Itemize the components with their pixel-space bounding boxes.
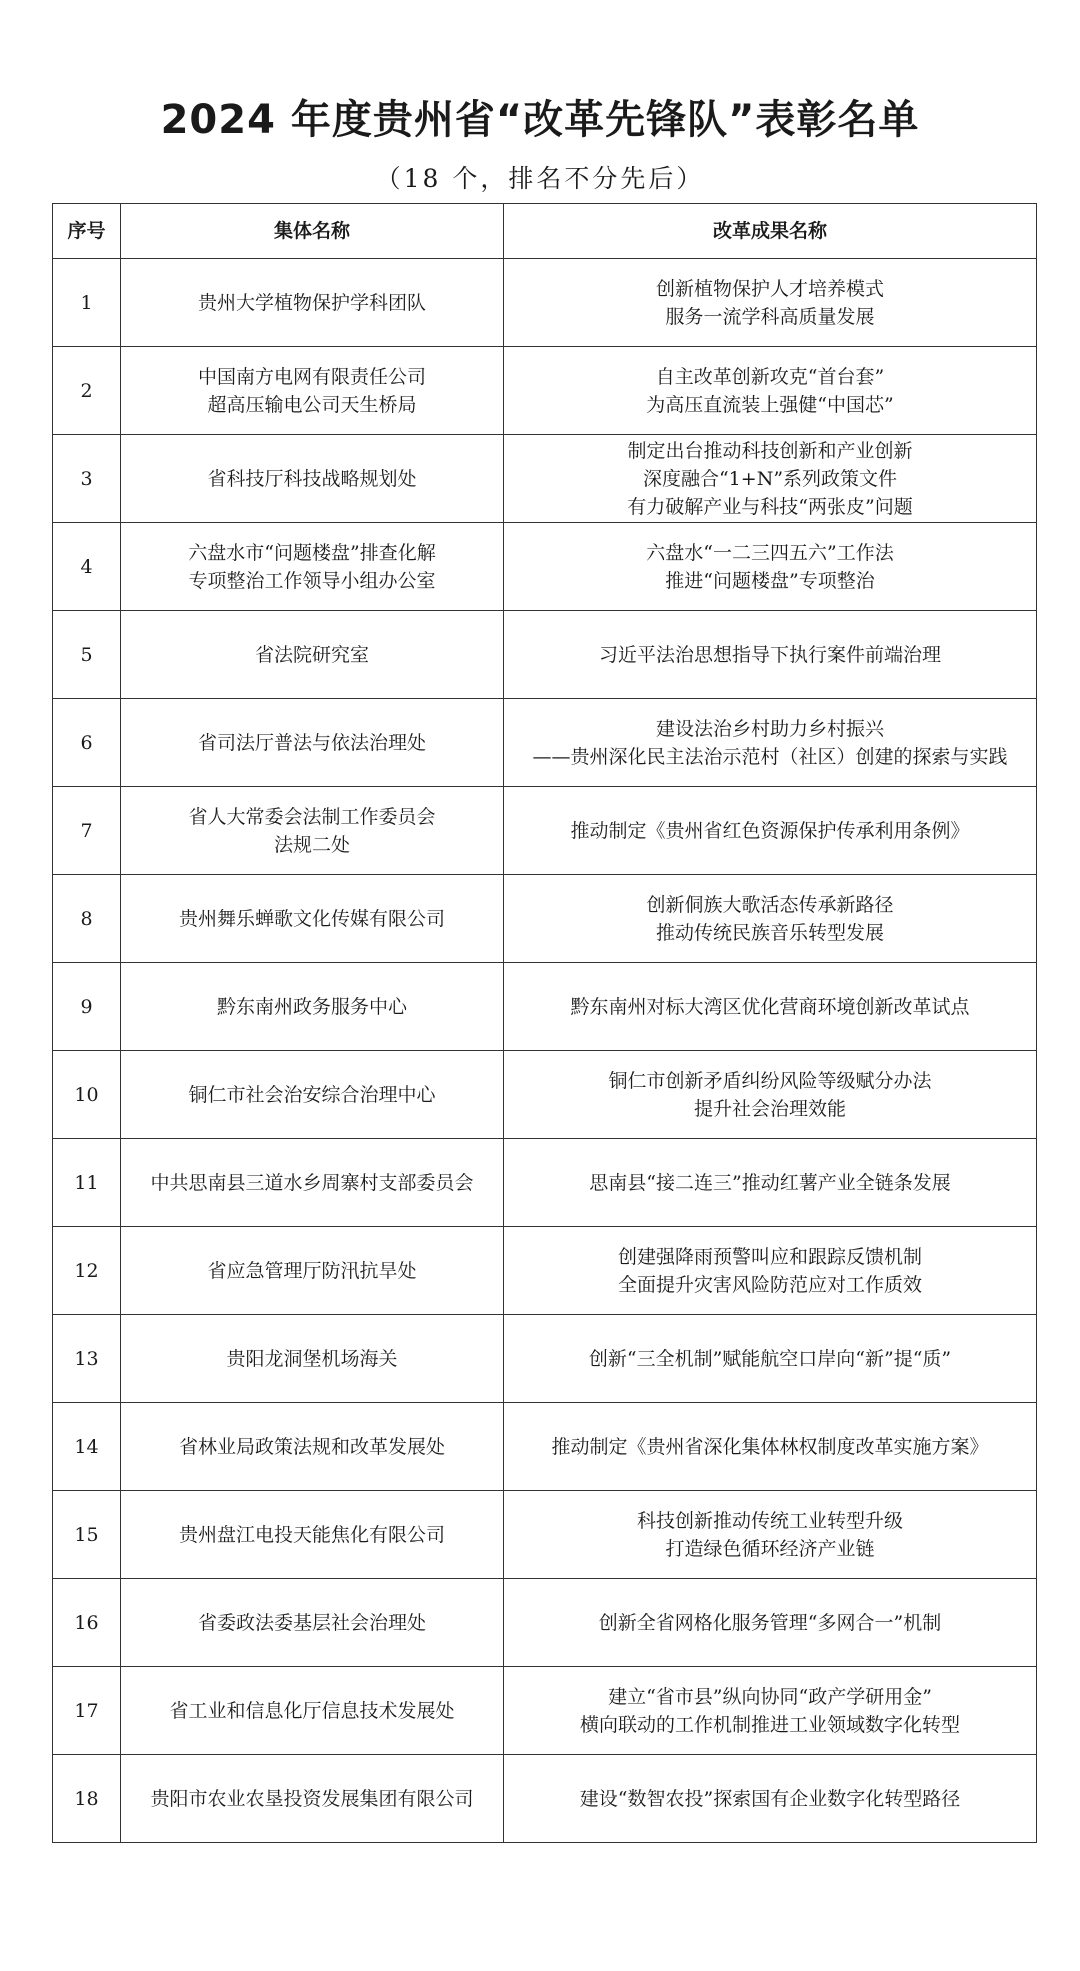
serial-number: 5 [53,611,121,699]
collective-name-cell [121,875,504,963]
achievement-name-line: 创新全省网格化服务管理“多网合一”机制 [598,1611,942,1634]
achievement-name-line: 习近平法治思想指导下执行案件前端治理 [598,643,941,666]
collective-name-line: 贵阳市农业农垦投资发展集团有限公司 [150,1787,474,1810]
table-row [53,1667,1037,1755]
collective-name-line: 省司法厅普法与依法治理处 [197,731,426,754]
serial-number: 17 [53,1667,121,1755]
collective-name-line: 省工业和信息化厅信息技术发展处 [169,1699,455,1722]
collective-name-cell [121,699,504,787]
table-row [53,1755,1037,1843]
serial-number: 13 [53,1315,121,1403]
collective-name-line: 省法院研究室 [254,643,369,666]
collective-name-cell [121,1755,504,1843]
achievement-name-line: 推进“问题楼盘”专项整治 [665,569,875,592]
achievement-name-cell [504,1579,1037,1667]
collective-name-cell [121,1491,504,1579]
achievement-name-line: 全面提升灾害风险防范应对工作质效 [617,1273,922,1296]
serial-number: 12 [53,1227,121,1315]
collective-name-line: 省应急管理厅防汛抗旱处 [207,1259,417,1282]
achievement-name-line: 推动制定《贵州省深化集体林权制度改革实施方案》 [551,1435,989,1458]
collective-name-line: 中共思南县三道水乡周寨村支部委员会 [150,1171,474,1194]
achievement-name-line: ——贵州深化民主法治示范村（社区）创建的探索与实践 [532,745,1008,768]
table-row [53,1579,1037,1667]
table-row [53,963,1037,1051]
achievement-name-line: 为高压直流装上强健“中国芯” [646,393,894,416]
achievement-name-cell [504,611,1037,699]
achievement-name-cell [504,1051,1037,1139]
serial-number: 14 [53,1403,121,1491]
serial-number: 18 [53,1755,121,1843]
serial-number: 15 [53,1491,121,1579]
serial-number: 2 [53,347,121,435]
collective-name-cell [121,1227,504,1315]
achievement-name-line: 创新植物保护人才培养模式 [655,277,884,300]
table-row [53,1051,1037,1139]
achievement-name-cell [504,963,1037,1051]
achievement-name-line: 横向联动的工作机制推进工业领域数字化转型 [579,1713,960,1736]
table-row [53,435,1037,523]
achievement-name-cell [504,1667,1037,1755]
collective-name-line: 铜仁市社会治安综合治理中心 [188,1083,436,1106]
achievement-name-cell [504,787,1037,875]
table-row [53,259,1037,347]
serial-number: 9 [53,963,121,1051]
collective-name-line: 中国南方电网有限责任公司 [197,365,426,388]
collective-name-cell [121,1579,504,1667]
table-header-row [53,204,1037,259]
collective-name-cell [121,611,504,699]
document-title: 2024 年度贵州省“改革先锋队”表彰名单 [160,97,920,143]
achievement-name-cell [504,347,1037,435]
serial-number: 1 [53,259,121,347]
achievement-name-cell [504,1403,1037,1491]
achievement-name-line: 有力破解产业与科技“两张皮”问题 [627,495,913,518]
achievement-name-cell [504,699,1037,787]
honor-list-table [52,203,1037,1843]
achievement-name-line: 建立“省市县”纵向协同“政产学研用金” [608,1685,932,1708]
collective-name-cell [121,1315,504,1403]
collective-name-cell [121,1403,504,1491]
achievement-name-cell [504,1491,1037,1579]
collective-name-cell [121,523,504,611]
table-row [53,1227,1037,1315]
achievement-name-line: 建设法治乡村助力乡村振兴 [655,717,884,740]
serial-number: 4 [53,523,121,611]
achievement-name-line: 自主改革创新攻克“首台套” [655,365,885,388]
achievement-name-line: 推动制定《贵州省红色资源保护传承利用条例》 [570,819,970,842]
collective-name-cell [121,1667,504,1755]
collective-name-cell [121,347,504,435]
header-collective-name: 集体名称 [121,204,504,259]
header-serial: 序号 [53,204,121,259]
table-body [53,259,1037,1843]
achievement-name-line: 服务一流学科高质量发展 [665,305,875,328]
table-row [53,611,1037,699]
table-row [53,699,1037,787]
serial-number: 7 [53,787,121,875]
achievement-name-line: 科技创新推动传统工业转型升级 [636,1509,903,1532]
collective-name-line: 省委政法委基层社会治理处 [197,1611,426,1634]
achievement-name-cell [504,1227,1037,1315]
achievement-name-line: 打造绿色循环经济产业链 [665,1537,875,1560]
achievement-name-cell [504,875,1037,963]
collective-name-line: 黔东南州政务服务中心 [216,995,407,1018]
achievement-name-line: 制定出台推动科技创新和产业创新 [627,439,913,462]
collective-name-cell [121,787,504,875]
serial-number: 16 [53,1579,121,1667]
serial-number: 6 [53,699,121,787]
collective-name-line: 专项整治工作领导小组办公室 [188,569,436,592]
achievement-name-cell [504,1139,1037,1227]
serial-number: 11 [53,1139,121,1227]
serial-number: 8 [53,875,121,963]
collective-name-line: 超高压输电公司天生桥局 [207,393,417,416]
achievement-name-line: 黔东南州对标大湾区优化营商环境创新改革试点 [570,995,970,1018]
collective-name-cell [121,1051,504,1139]
collective-name-line: 法规二处 [273,833,350,856]
achievement-name-cell [504,259,1037,347]
achievement-name-line: 创新“三全机制”赋能航空口岸向“新”提“质” [588,1347,952,1370]
collective-name-line: 省林业局政策法规和改革发展处 [178,1435,445,1458]
achievement-name-cell [504,1755,1037,1843]
collective-name-line: 省人大常委会法制工作委员会 [188,805,436,828]
collective-name-line: 贵州盘江电投天能焦化有限公司 [178,1523,445,1546]
collective-name-line: 贵州大学植物保护学科团队 [197,291,426,314]
collective-name-cell [121,1139,504,1227]
collective-name-line: 贵阳龙洞堡机场海关 [226,1347,398,1370]
achievement-name-cell [504,523,1037,611]
table-row [53,347,1037,435]
achievement-name-line: 建设“数智农投”探索国有企业数字化转型路径 [579,1787,961,1810]
table-row [53,1139,1037,1227]
achievement-name-line: 推动传统民族音乐转型发展 [655,921,884,944]
table-row [53,875,1037,963]
table-row [53,1491,1037,1579]
table-row [53,523,1037,611]
collective-name-line: 省科技厅科技战略规划处 [207,467,417,490]
achievement-name-cell [504,435,1037,523]
collective-name-cell [121,435,504,523]
table-row [53,1403,1037,1491]
header-achievement-name: 改革成果名称 [504,204,1037,259]
table-row [53,787,1037,875]
serial-number: 10 [53,1051,121,1139]
document-subtitle: （18 个，排名不分先后） [375,164,705,193]
collective-name-cell [121,963,504,1051]
collective-name-line: 六盘水市“问题楼盘”排查化解 [188,541,436,564]
achievement-name-line: 六盘水“一二三四五六”工作法 [646,541,894,564]
achievement-name-line: 深度融合“1+N”系列政策文件 [642,467,898,490]
collective-name-cell [121,259,504,347]
achievement-name-line: 思南县“接二连三”推动红薯产业全链条发展 [589,1171,951,1194]
collective-name-line: 贵州舞乐蝉歌文化传媒有限公司 [178,907,445,930]
achievement-name-line: 创建强降雨预警叫应和跟踪反馈机制 [617,1245,922,1268]
serial-number: 3 [53,435,121,523]
table-row [53,1315,1037,1403]
achievement-name-cell [504,1315,1037,1403]
achievement-name-line: 创新侗族大歌活态传承新路径 [646,893,894,916]
achievement-name-line: 提升社会治理效能 [693,1097,846,1120]
achievement-name-line: 铜仁市创新矛盾纠纷风险等级赋分办法 [608,1069,932,1092]
